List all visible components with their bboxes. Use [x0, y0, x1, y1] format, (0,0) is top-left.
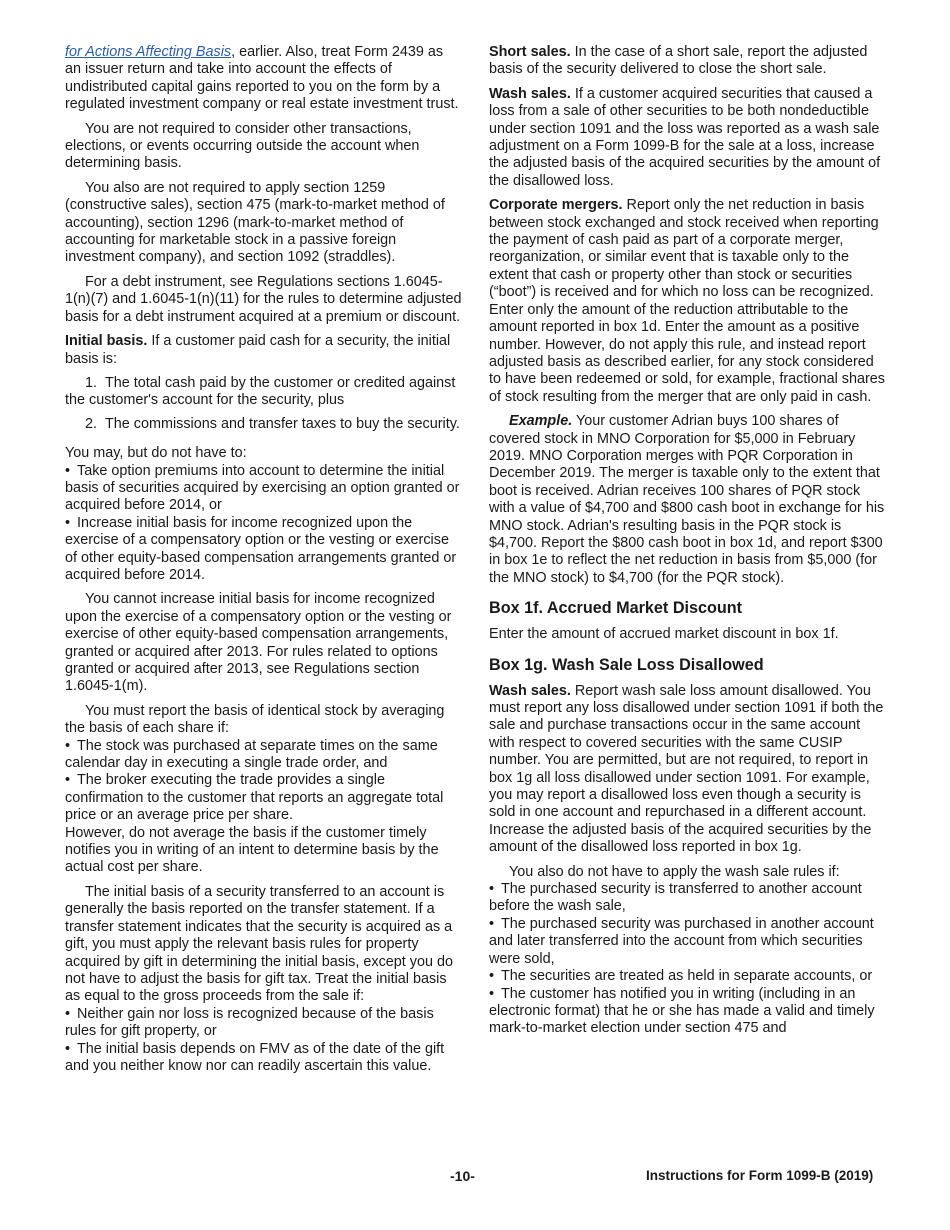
- paragraph-issuer-return: for Actions Affecting Basis, earlier. Also, treat Form 2439 as an issuer return and take into account the effects of undistributed capital gains reported to you on the form by a regulated investment company or real estate investment trust.: [65, 44, 459, 113]
- paragraph-other-transactions: You are not required to consider other transactions, elections, or events occurring outside the account when determining basis.: [65, 120, 420, 172]
- paragraph-short-sales: Short sales. In the case of a short sale, report the adjusted basis of the security delivered to close the short sale.: [489, 44, 868, 78]
- paragraph-initial-basis: Initial basis. If a customer paid cash for a security, the initial basis is:: [65, 333, 451, 367]
- paragraph-however: However, do not average the basis if the customer timely notifies you in writing of an intent to determine basis by the actual cost per share.: [65, 824, 439, 876]
- wash-sales-heading: Wash sales.: [489, 85, 571, 102]
- bullet-single-confirmation: • The broker executing the trade provides a single confirmation to the customer that reports an aggregate total price or an average price per share.: [65, 772, 463, 824]
- heading-box-1f: Box 1f. Accrued Market Discount: [489, 599, 743, 618]
- paragraph-box-1f: Enter the amount of accrued market discount in box 1f.: [489, 626, 839, 643]
- paragraph-also-not-apply: You also do not have to apply the wash sale rules if:: [509, 863, 840, 880]
- bullet-gift-fmv: • The initial basis depends on FMV as of the date of the gift and you neither know nor can readily ascertain this value.: [65, 1041, 463, 1076]
- actions-affecting-basis-link[interactable]: for Actions Affecting Basis: [65, 44, 232, 60]
- paragraph-averaging: You must report the basis of identical stock by averaging the basis of each share if:: [65, 702, 445, 737]
- left-column: [65, 44, 463, 1075]
- page-number: -10-: [450, 1168, 475, 1184]
- numbered-item-1: 1. The total cash paid by the customer or credited against the customer's account for the security, plus: [65, 374, 456, 409]
- bullet-same-day: • The stock was purchased at separate times on the same calendar day in executing a single trade order, and: [65, 738, 463, 773]
- paragraph-debt-instrument: For a debt instrument, see Regulations sections 1.6045-1(n)(7) and 1.6045-1(n)(11) for the rules to determine adjusted basis for a debt instrument acquired at a premium or discount.: [65, 273, 462, 325]
- wash-sales-1g-heading: Wash sales.: [489, 682, 571, 699]
- document-title: Instructions for Form 1099-B (2019): [646, 1168, 874, 1183]
- heading-box-1g: Box 1g. Wash Sale Loss Disallowed: [489, 655, 764, 674]
- paragraph-wash-sales-1g: Wash sales. Report wash sale loss amount disallowed. You must report any loss disallowed under section 1091 if both the sale and purchase transactions occur in the same account with respect to covered securities with the same CUSIP number. You are permitted, but are not required, to report in box 1g all loss disallowed under section 1091. For example, you may report a disallowed loss even though a security is sold in one account and repurchased in a different account. Increase the adjusted basis of the acquired securities by the amount of the disallowed loss reported in box 1g.: [489, 682, 884, 856]
- paragraph-sections-not-required: You also are not required to apply section 1259 (constructive sales), section 475 (mark-to-market method of accounting), section 1296 (mark-to-market method of accounting for marketable stock in a passive foreign investment company), and section 1092 (straddles).: [65, 179, 445, 266]
- example-heading: Example.: [509, 413, 573, 430]
- bullet-separate-accounts: • The securities are treated as held in separate accounts, or: [489, 968, 887, 985]
- bullet-gift-neither: • Neither gain nor loss is recognized because of the basis rules for gift property, or: [65, 1006, 463, 1041]
- bullet-increase-initial-basis: • Increase initial basis for income recognized upon the exercise of a compensatory option or the vesting or exercise of other equity-based compensation arrangements granted or acquired before 2014.: [65, 515, 463, 585]
- numbered-item-2: 2. The commissions and transfer taxes to buy the security.: [85, 415, 460, 432]
- paragraph-example: Example. Your customer Adrian buys 100 shares of covered stock in MNO Corporation for $5,000 in February 2019. MNO Corporation merges with PQR Corporation in December 2019. The merger is taxable only to the extent that boot is received. Adrian receives 100 shares of PQR stock with a value of $4,700 and $800 cash boot in exchange for his MNO stock. Adrian's resulting basis in the PQR stock is $4,700. Report the $800 cash boot in box 1d, and report $300 in box 1e to reflect the net reduction in basis from $5,000 (for the MNO stock) to $4,700 (for the PQR stock).: [489, 413, 885, 586]
- paragraph-corporate-mergers: Corporate mergers. Report only the net reduction in basis between stock exchanged and stock received when reporting the payment of cash paid as part of a corporate merger, reorganization, or similar event that is taxable only to the extent that cash or property other than stock or securities (“boot”) is received and for which no loss can be recognized. Enter only the amount of the reduction attributable to the amount reported in box 1d. Enter the amount as a positive number. However, do not apply this rule, and instead report adjusted basis as described earlier, for any stock considered to have been redeemed or sold, for example, fractional shares of stock resulting from the merger that are only paid in cash.: [489, 197, 885, 405]
- corporate-mergers-heading: Corporate mergers.: [489, 197, 623, 214]
- short-sales-heading: Short sales.: [489, 44, 571, 60]
- bullet-option-premiums: • Take option premiums into account to determine the initial basis of securities acquired by exercising an option granted or acquired before 2014, or: [65, 463, 463, 515]
- paragraph-transfer: The initial basis of a security transferred to an account is generally the basis reported on the transfer statement. If a transfer statement indicates that the security is acquired as a gift, you must apply the relevant basis rules for property acquired by gift in determining the initial basis, except you do not have to adjust the basis for gift tax. Treat the initial basis as equal to the gross proceeds from the sale if:: [65, 883, 453, 1005]
- bullet-mark-to-market: • The customer has notified you in writing (including in an electronic format) that he or she has made a valid and timely mark-to-market election under section 475 and: [489, 986, 887, 1038]
- bullet-purchased-another: • The purchased security was purchased in another account and later transferred into the account from which securities were sold,: [489, 916, 887, 968]
- initial-basis-heading: Initial basis.: [65, 333, 148, 350]
- paragraph-cannot-increase: You cannot increase initial basis for income recognized upon the exercise of a compensatory option or the vesting or exercise of other equity-based compensation arrangements, granted or acquired after 2013. For rules related to options granted or acquired after 2013, see Regulations section 1.6045-1(m).: [65, 591, 452, 695]
- paragraph-wash-sales: Wash sales. If a customer acquired securities that caused a loss from a sale of other securities to be both nondeductible under section 1091 and the loss was reported as a wash sale adjustment on a Form 1099-B for the sale at a loss, increase the adjusted basis of the acquired securities by the amount of the disallowed loss.: [489, 85, 881, 189]
- right-column: [489, 44, 887, 1038]
- may-intro: You may, but do not have to:: [65, 445, 247, 462]
- bullet-transferred-before: • The purchased security is transferred to another account before the wash sale,: [489, 881, 887, 916]
